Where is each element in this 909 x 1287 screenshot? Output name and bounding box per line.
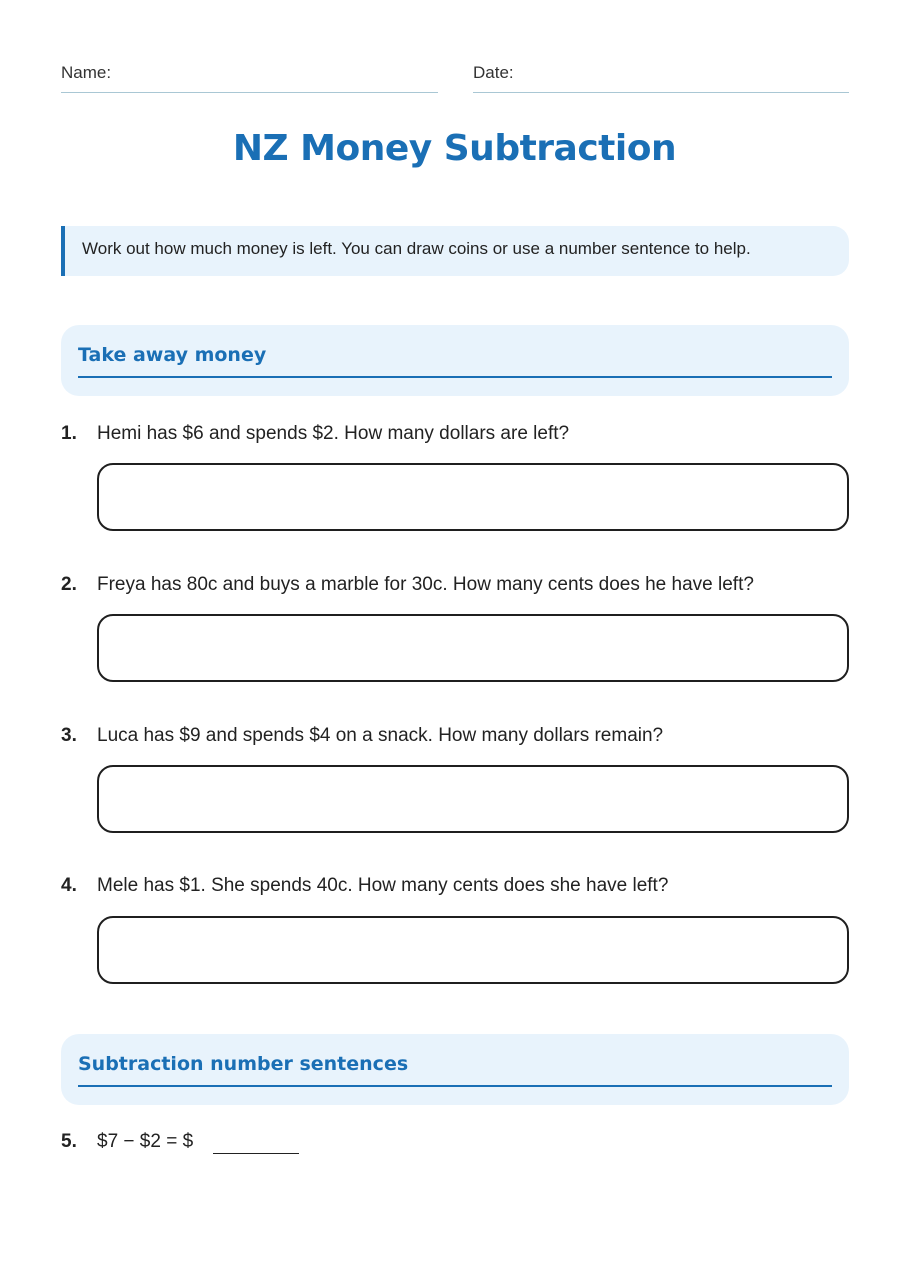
question-number: 5. [61, 1131, 77, 1152]
section-divider [78, 376, 832, 378]
question-number: 2. [61, 574, 77, 595]
answer-box-3[interactable] [97, 765, 849, 833]
date-label: Date: [473, 63, 514, 82]
answer-blank-5[interactable] [213, 1153, 299, 1154]
section-heading: Subtraction number sentences [78, 1053, 409, 1075]
date-field[interactable] [473, 62, 849, 93]
answer-box-1[interactable] [97, 463, 849, 531]
question-number: 3. [61, 725, 77, 746]
section-header-take-away-money [61, 325, 849, 396]
question-text: Freya has 80c and buys a marble for 30c. How many cents does he have left? [97, 574, 754, 595]
question-text: Luca has $9 and spends $4 on a snack. How many dollars remain? [97, 725, 664, 746]
name-label: Name: [61, 63, 112, 82]
question-text: Mele has $1. She spends 40c. How many cents does she have left? [97, 875, 669, 896]
instructions-text: Work out how much money is left. You can draw coins or use a number sentence to help. [82, 239, 751, 258]
question-text: $7 − $2 = $ [97, 1131, 194, 1152]
section-heading: Take away money [78, 344, 267, 366]
page-title: NZ Money Subtraction [232, 128, 677, 169]
name-field[interactable] [61, 62, 438, 93]
answer-box-4[interactable] [97, 916, 849, 984]
section-header-subtraction-number-sentences [61, 1034, 849, 1105]
instructions-box [61, 226, 849, 276]
answer-box-2[interactable] [97, 614, 849, 682]
question-number: 4. [61, 875, 77, 896]
question-number: 1. [61, 423, 77, 444]
section-divider [78, 1085, 832, 1087]
question-text: Hemi has $6 and spends $2. How many dollars are left? [97, 423, 570, 444]
